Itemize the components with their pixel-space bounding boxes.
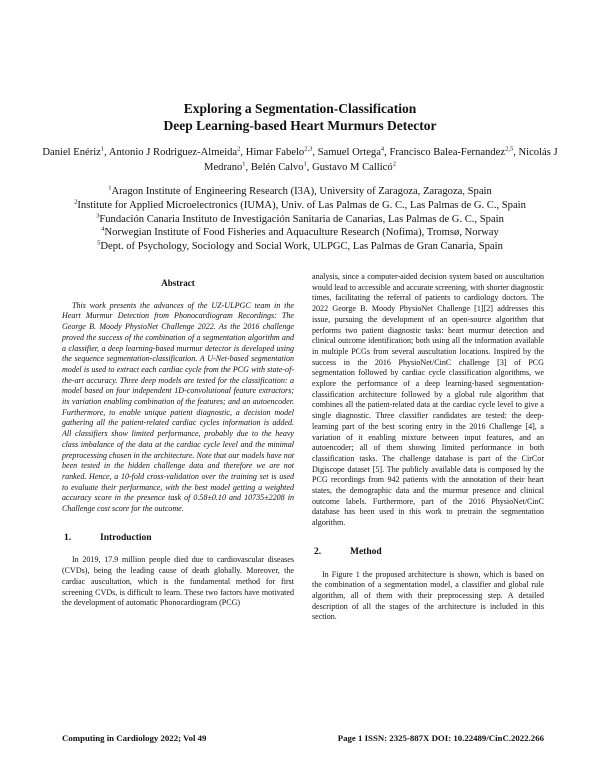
affiliation-item bbox=[40, 199, 560, 213]
affiliation-text: Institute for Applied Microelectronics (IUMA), Univ. of Las Palmas de G. C., Las Palmas de G. C., Spain bbox=[77, 199, 526, 211]
affiliation-mark: 2 bbox=[74, 198, 78, 206]
affiliation-mark: 4 bbox=[101, 225, 105, 233]
author-affiliation-mark: 2,3 bbox=[304, 145, 313, 153]
title-line-1: Exploring a Segmentation-Classification bbox=[183, 101, 417, 116]
author-affiliation-mark: 4 bbox=[380, 145, 385, 153]
author-affiliation-mark: 1 bbox=[242, 160, 246, 168]
left-column bbox=[62, 272, 294, 613]
affiliation-text: Norwegian Institute of Food Fisheries and Aquaculture Research (Nofima), Tromsø, Norway bbox=[104, 227, 499, 239]
author-affiliation-mark: 1 bbox=[100, 145, 105, 153]
author-name: Daniel Enériz bbox=[42, 147, 101, 158]
footer-issn-doi: Page 1 ISSN: 2325-887X DOI: 10.22489/CinC.2022.266 bbox=[337, 733, 544, 743]
author-affiliation-mark: 2 bbox=[237, 145, 241, 153]
section-number: 1. bbox=[64, 532, 72, 543]
author-name: , Gustavo M Callicó bbox=[306, 162, 393, 173]
affiliation-mark: 1 bbox=[108, 184, 112, 192]
affiliation-text: Aragon Institute of Engineering Research (I3A), University of Zaragoza, Zaragoza, Spain bbox=[111, 186, 492, 197]
author-name: , Samuel Ortega bbox=[312, 147, 381, 158]
affiliation-text: Fundación Canaria Instituto de Investigación Sanitaria de Canarias, Las Palmas de G. C., Spain bbox=[99, 213, 504, 225]
author-name: , Francisco Balea-Fernandez bbox=[384, 147, 506, 158]
affiliation-item bbox=[40, 185, 560, 199]
author-name: , Belén Calvo bbox=[245, 162, 304, 173]
section-title: Introduction bbox=[100, 532, 152, 543]
footer-journal: Computing in Cardiology 2022; Vol 49 bbox=[62, 733, 207, 743]
affiliation-item bbox=[40, 213, 560, 227]
right-column bbox=[312, 272, 544, 627]
author-affiliation-mark: 2,5 bbox=[505, 145, 514, 153]
section-number: 2. bbox=[314, 546, 322, 557]
author-affiliation-mark: 2 bbox=[392, 160, 396, 168]
author-name: , Nicolás J Medrano bbox=[204, 147, 558, 173]
method-paragraph: In Figure 1 the proposed architecture is shown, which is based on the combination of a segmentation model, a classifier and global rule algorithm, all of them with their preprocessing step. A detailed description of all the stages of the architecture is included in this section. bbox=[312, 569, 544, 622]
author-name: , Himar Fabelo bbox=[240, 147, 305, 158]
author-list bbox=[30, 145, 570, 175]
title-line-2: Deep Learning-based Heart Murmurs Detector bbox=[163, 118, 437, 133]
page-footer bbox=[62, 733, 544, 743]
section-title: Method bbox=[350, 546, 382, 557]
abstract-text: This work presents the advances of the UZ-ULPGC team in the Heart Murmur Detection from Phonocardiogram Recordings: The George B. Moody PhysioNet Challenge 2022. As the 2016 challenge proved the success of the combination of a segmentation algorithm and a classifier, a deep learning-based murmur detector is developed using the sequence segmentation-classification. A U-Net-based segmentation model is used to extract each cardiac cycle from the PCG with state-of-the-art accuracy. Three deep models are tested for the classification: a model based on four independent 1D-convolutional feature extractors; its variation enabling combination of the features; and an autoencoder. Furthermore, to enable unique patient diagnostic, a decision model gathering all the patient-related cardiac cycles information is added. All classifiers show limited performance, probably due to the heavy class imbalance of the data at the cardiac cycle level and the minimal preprocessing chosen in the architecture. Note that our models have not been tested in the hidden challenge data and therefore we are not ranked. Hence, a 10-fold cross-validation over the training set is used to evaluate their performance, with the best model getting a weighted accuracy score in the presence task of 0.58±0.10 and 10735±2208 in Challenge cost score for the outcome. bbox=[62, 300, 294, 514]
affiliation-text: Dept. of Psychology, Sociology and Social Work, ULPGC, Las Palmas de Gran Canaria, Spain bbox=[100, 241, 503, 253]
author-affiliation-mark: 1 bbox=[303, 160, 307, 168]
introduction-paragraph: In 2019, 17.9 million people died due to cardiovascular diseases (CVDs), being the leading cause of death globally. Moreover, the cardiac auscultation, which is the fundamental method for first screening CVDs, is difficult to learn. These two factors have motivated the development of automatic Phonocardiogram (PCG) bbox=[62, 555, 294, 608]
affiliation-item bbox=[40, 240, 560, 254]
paper-title bbox=[0, 100, 600, 134]
author-name: , Antonio J Rodriguez-Almeida bbox=[104, 147, 238, 158]
affiliation-mark: 5 bbox=[97, 239, 101, 247]
affiliation-mark: 3 bbox=[96, 212, 100, 220]
introduction-paragraph-continued: analysis, since a computer-aided decision system based on auscultation would lead to accessible and accurate screening, with shorter diagnostic times, facilitating the referral of patients to cardiology doctors. The 2022 George B. Moody PhysioNet Challenge [1][2] addresses this issue, pursuing the development of an open-source algorithm that performs two patient diagnostic tasks: heart murmur detection and clinical outcome identification; both using all the information available in multiple PCGs from several auscultation locations. Inspired by the success in the 2016 PhysioNet/CinC challenge [3] of PCG segmentation followed by cardiac cycle classification algorithms, we explore the performance of a deep learning-based segmentation-classification architecture followed by a global rule algorithm that combines all the patient-related data at the cardiac cycle level to give a single diagnostic. Three classifier candidates are tested: the deep-learning part of the best scoring entry in the 2016 Challenge [4], a variation of it enabling mixture between input features, and an autoencoder; all of them showing limited performance in both classification tasks. The challenge database is part of the CirCor Digiscope dataset [5]. The publicly available data is composed by the PCG recordings from 942 patients with the annotation of their heart states, the demographic data and the murmur presence and clinical outcome labels. Furthermore, part of the 2016 PhysioNet/CinC database has been used in this work to pretrain the segmentation algorithm. bbox=[312, 272, 544, 528]
affiliation-list bbox=[40, 185, 560, 254]
affiliation-item bbox=[40, 226, 560, 240]
abstract-heading: Abstract bbox=[161, 278, 195, 288]
section-heading-method bbox=[312, 547, 544, 558]
section-heading-introduction bbox=[62, 533, 294, 544]
